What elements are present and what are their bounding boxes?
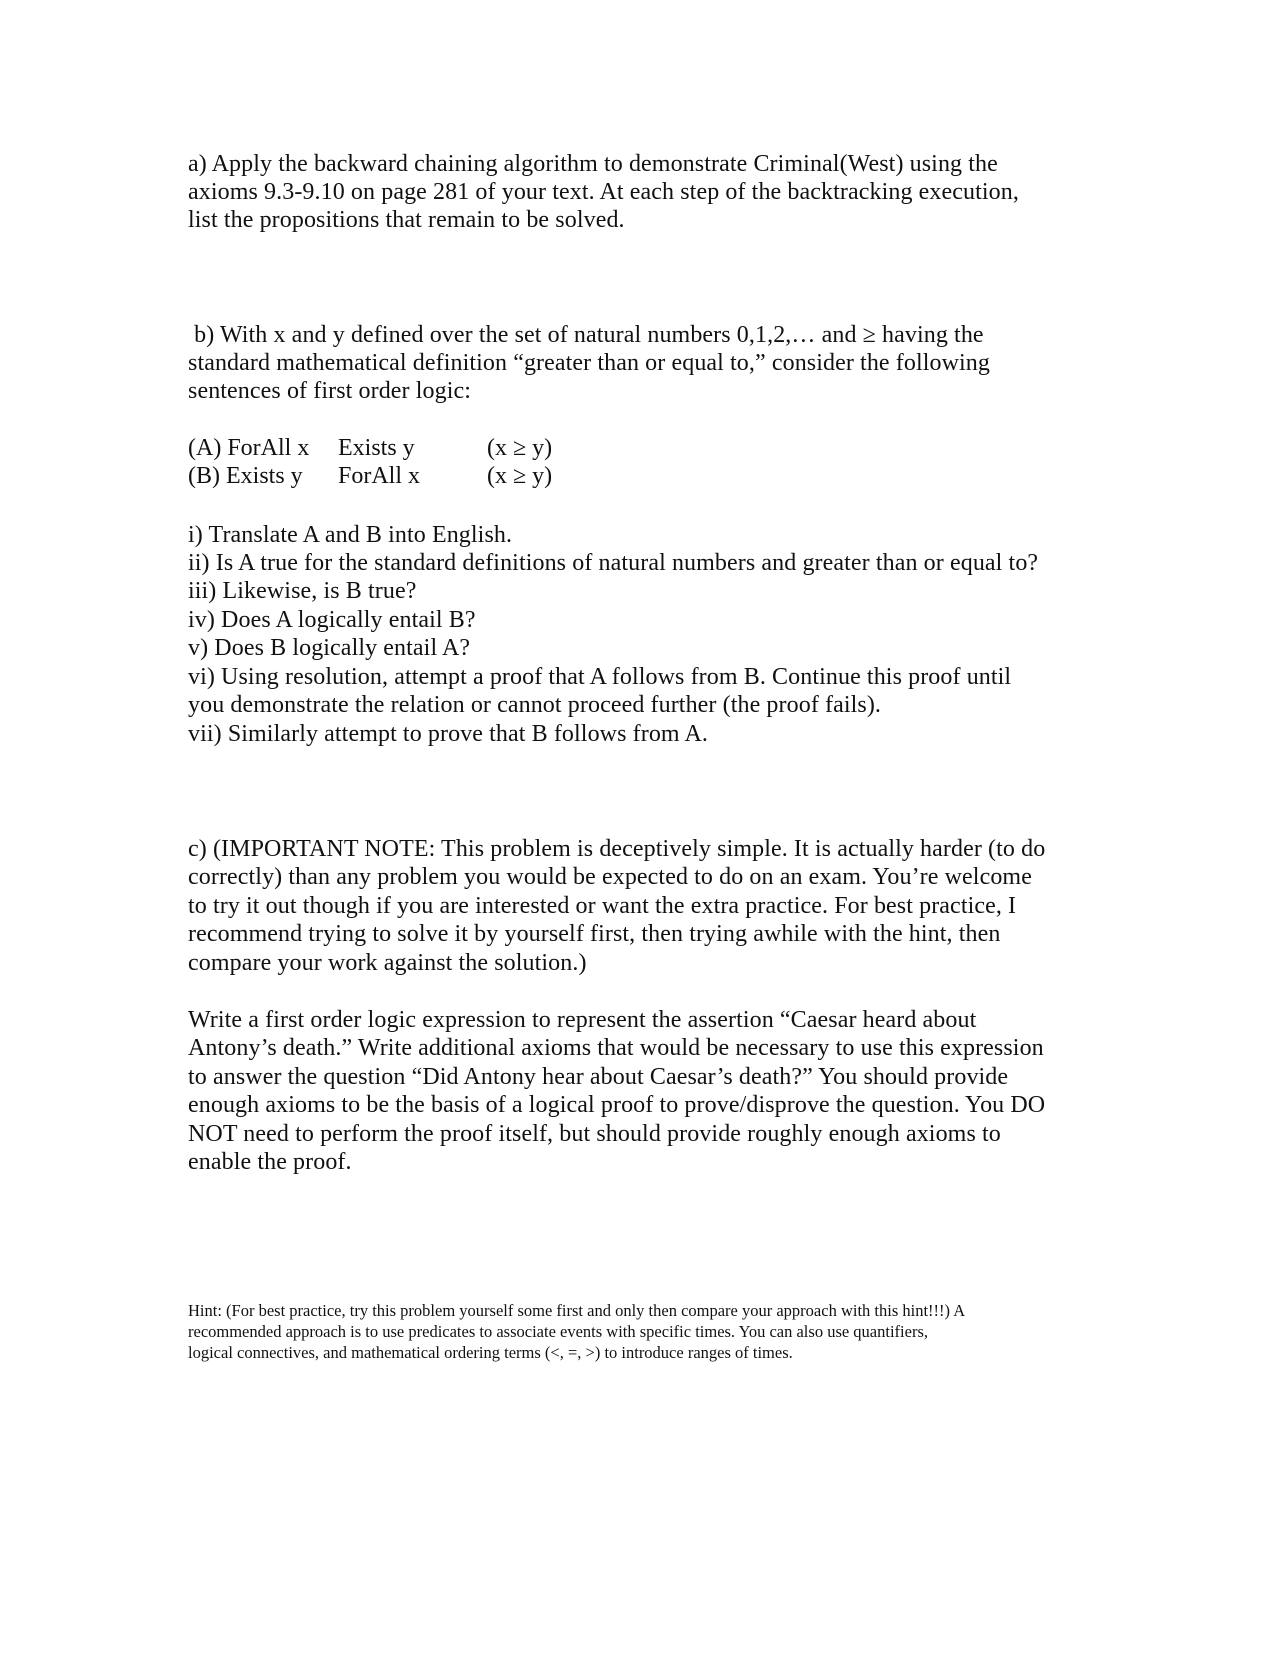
part-c-task-line: to answer the question “Did Antony hear about Caesar’s death?” You should provide [188,1064,1009,1090]
question-line: vi) Using resolution, attempt a proof that A follows from B. Continue this proof until [188,664,1012,690]
part-b-intro-line: standard mathematical definition “greater than or equal to,” consider the following [188,350,991,376]
question-line: iii) Likewise, is B true? [188,578,417,604]
part-c-task-line: NOT need to perform the proof itself, but should provide roughly enough axioms to [188,1121,1001,1147]
part-a-line: axioms 9.3-9.10 on page 281 of your text. At each step of the backtracking execution, [188,179,1019,205]
sentence-b-expression: (x ≥ y) [487,463,553,489]
hint-line: Hint: (For best practice, try this problem yourself some first and only then compare your approach with this hint!!!) A [188,1301,966,1320]
hint-line: recommended approach is to use predicates to associate events with specific times. You can also use quantifiers, [188,1322,928,1341]
question-line: v) Does B logically entail A? [188,635,471,661]
part-c-note-line: correctly) than any problem you would be expected to do on an exam. You’re welcome [188,864,1032,890]
hint-line: logical connectives, and mathematical ordering terms (<, =, >) to introduce ranges of times. [188,1343,793,1362]
sentence-b-label: (B) Exists y [188,463,303,489]
part-b-intro-line: b) With x and y defined over the set of natural numbers 0,1,2,… and ≥ having the [188,322,984,348]
part-c-task-line: Write a first order logic expression to represent the assertion “Caesar heard about [188,1007,977,1033]
question-line: iv) Does A logically entail B? [188,607,476,633]
part-c-task-line: enough axioms to be the basis of a logical proof to prove/disprove the question. You DO [188,1092,1046,1118]
sentence-b-quantifier: ForAll x [338,463,421,489]
question-line: vii) Similarly attempt to prove that B follows from A. [188,721,709,747]
part-a-line: a) Apply the backward chaining algorithm to demonstrate Criminal(West) using the [188,151,998,177]
part-c-task-line: Antony’s death.” Write additional axioms that would be necessary to use this expression [188,1035,1044,1061]
part-c-task-line: enable the proof. [188,1149,352,1175]
part-c-note-line: c) (IMPORTANT NOTE: This problem is deceptively simple. It is actually harder (to do [188,836,1046,862]
part-a-line: list the propositions that remain to be solved. [188,207,625,233]
sentence-a-expression: (x ≥ y) [487,435,553,461]
part-b-intro-line: sentences of first order logic: [188,378,472,404]
part-c-note-line: recommend trying to solve it by yourself first, then trying awhile with the hint, then [188,921,1001,947]
part-c-note-line: to try it out though if you are interested or want the extra practice. For best practice, I [188,893,1017,919]
question-line: you demonstrate the relation or cannot proceed further (the proof fails). [188,692,882,718]
question-line: i) Translate A and B into English. [188,522,513,548]
sentence-a-label: (A) ForAll x [188,435,310,461]
part-c-note-line: compare your work against the solution.) [188,950,587,976]
question-line: ii) Is A true for the standard definitions of natural numbers and greater than or equal to? [188,550,1039,576]
sentence-a-quantifier: Exists y [338,435,415,461]
